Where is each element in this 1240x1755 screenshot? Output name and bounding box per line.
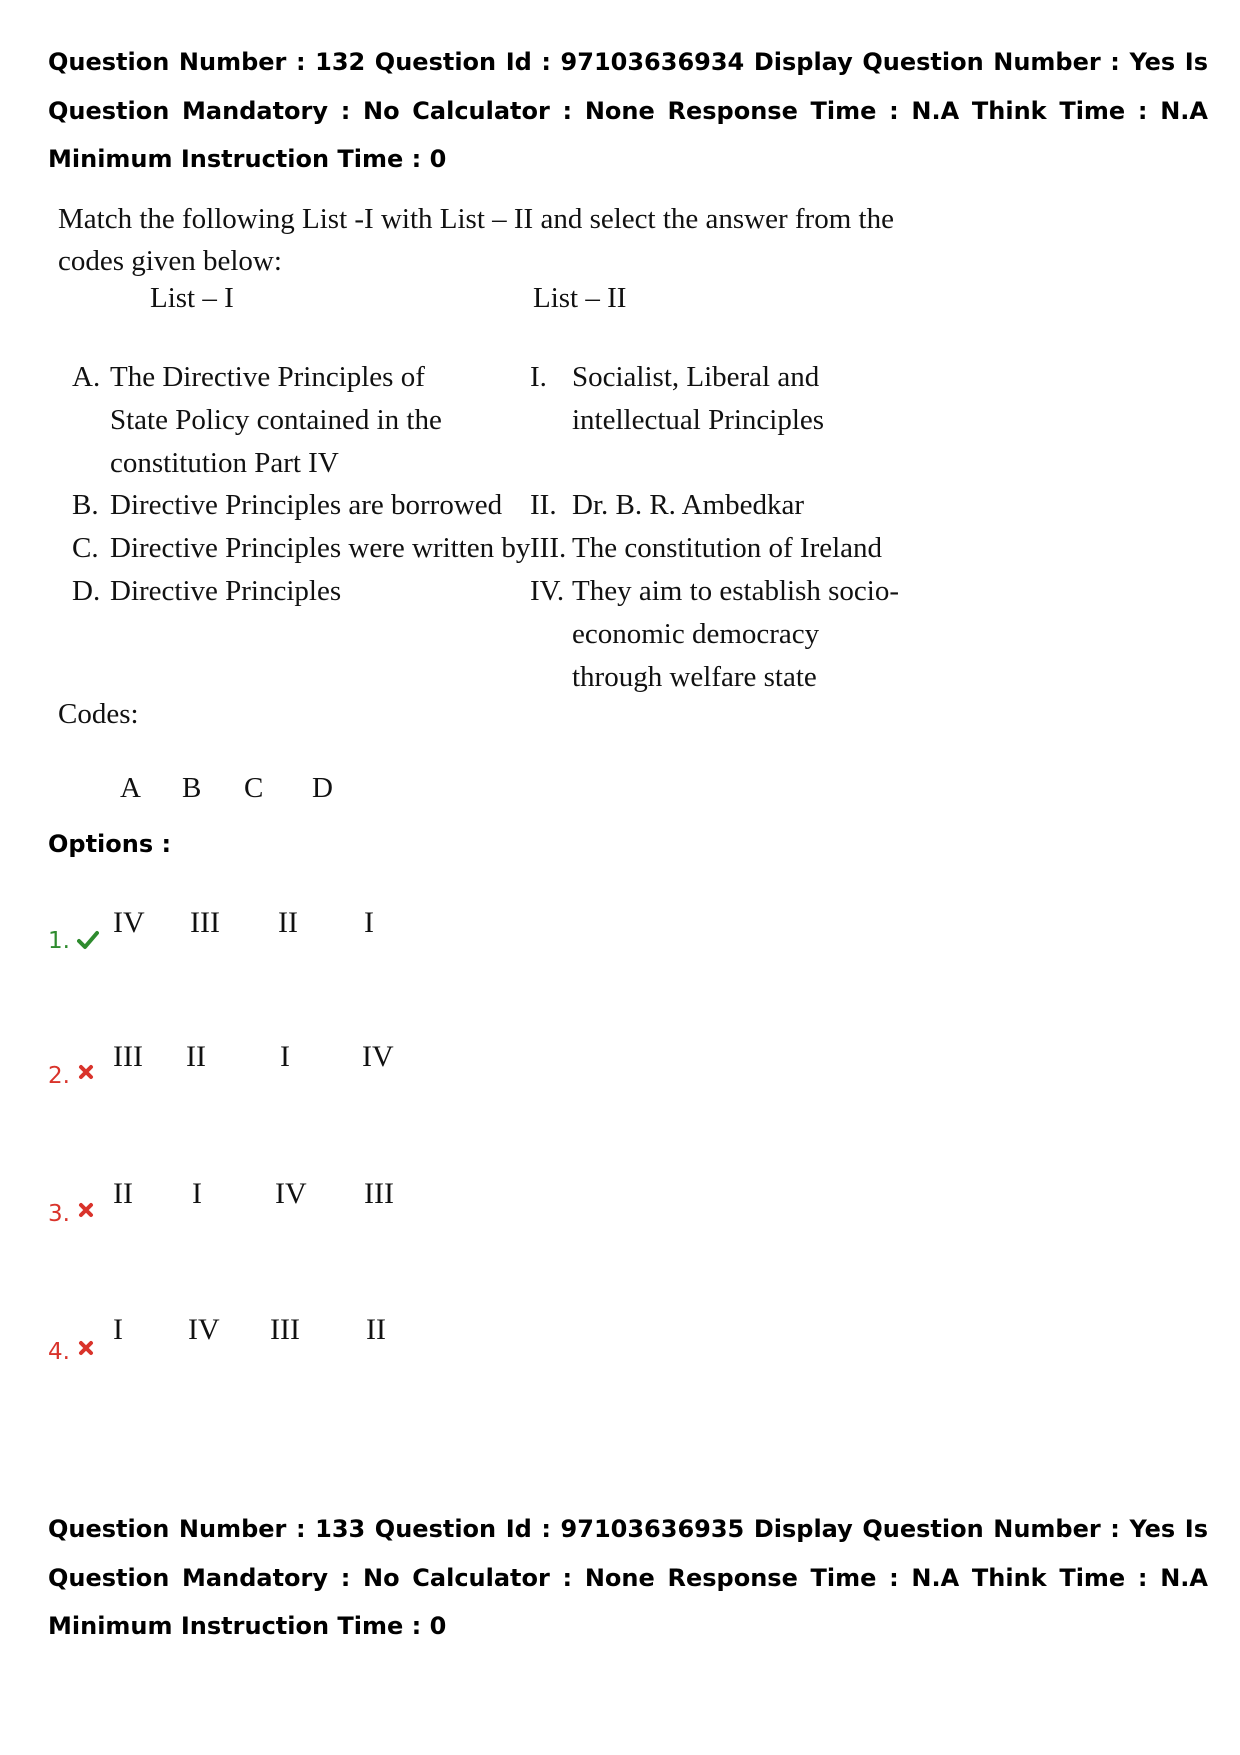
list1-header: List – I	[150, 282, 234, 314]
list1-label: D.	[72, 575, 101, 607]
list2-label: III.	[530, 532, 567, 564]
list2-item	[530, 527, 882, 570]
list1-text: Directive Principles were written by	[110, 532, 531, 564]
code-header: C	[244, 772, 264, 804]
option-value: IV	[362, 1040, 394, 1073]
codes-label: Codes:	[58, 698, 139, 730]
list1-text: Directive Principles	[110, 575, 342, 607]
list2-label: IV.	[530, 575, 565, 607]
option-value: I	[192, 1177, 202, 1210]
question-stem: Match the following List -I with List – II and select the answer from the codes given below:	[58, 203, 894, 277]
option-value: III	[270, 1313, 300, 1346]
option-value: I	[113, 1313, 123, 1346]
code-header: A	[120, 772, 141, 804]
list2-label: II.	[530, 489, 557, 521]
option-number: 1.	[48, 928, 70, 954]
list2-item	[530, 570, 912, 699]
option-value: III	[190, 906, 220, 939]
cross-icon	[78, 1202, 94, 1223]
option-value: I	[280, 1040, 290, 1073]
option-value: II	[278, 906, 298, 939]
list2-item	[530, 356, 952, 442]
option-number: 2.	[48, 1063, 70, 1089]
list1-label: B.	[72, 489, 99, 521]
list2-text: Socialist, Liberal and intellectual Principles	[572, 361, 825, 436]
option-value: III	[113, 1040, 143, 1073]
list2-text: They aim to establish socio-economic democracy through welfare state	[572, 575, 899, 693]
list1-item	[72, 570, 341, 613]
list1-item	[72, 527, 530, 570]
list1-text: The Directive Principles of State Policy contained in the constitution Part IV	[110, 361, 442, 479]
next-question-meta: Question Number : 133 Question Id : 97103636935 Display Question Number : Yes Is Question Mandatory : No Calculator : None Response Time : N.A Think Time : N.A Minimum Instruction Time : 0	[48, 1515, 1208, 1640]
option-value: IV	[275, 1177, 307, 1210]
list2-text: The constitution of Ireland	[572, 532, 883, 564]
option-value: I	[364, 906, 374, 939]
list2-label: I.	[530, 361, 547, 393]
list2-item	[530, 484, 804, 527]
cross-icon	[78, 1064, 94, 1085]
option-value: II	[113, 1177, 133, 1210]
list1-label: C.	[72, 532, 99, 564]
check-icon	[77, 930, 99, 955]
option-number: 4.	[48, 1339, 70, 1365]
list1-item	[72, 484, 502, 527]
list1-label: A.	[72, 361, 101, 393]
option-value: II	[366, 1313, 386, 1346]
list2-text: Dr. B. R. Ambedkar	[572, 489, 804, 521]
code-header: B	[182, 772, 202, 804]
list2-header: List – II	[533, 282, 627, 314]
question-meta: Question Number : 132 Question Id : 97103636934 Display Question Number : Yes Is Question Mandatory : No Calculator : None Response Time : N.A Think Time : N.A Minimum Instruction Time : 0	[48, 48, 1208, 173]
option-value: IV	[188, 1313, 220, 1346]
option-value: II	[186, 1040, 206, 1073]
code-header: D	[312, 772, 333, 804]
list1-text: Directive Principles are borrowed	[110, 489, 503, 521]
option-value: IV	[113, 906, 145, 939]
option-number: 3.	[48, 1201, 70, 1227]
options-title: Options :	[48, 830, 172, 858]
cross-icon	[78, 1340, 94, 1361]
option-value: III	[364, 1177, 394, 1210]
list1-item	[72, 356, 490, 485]
